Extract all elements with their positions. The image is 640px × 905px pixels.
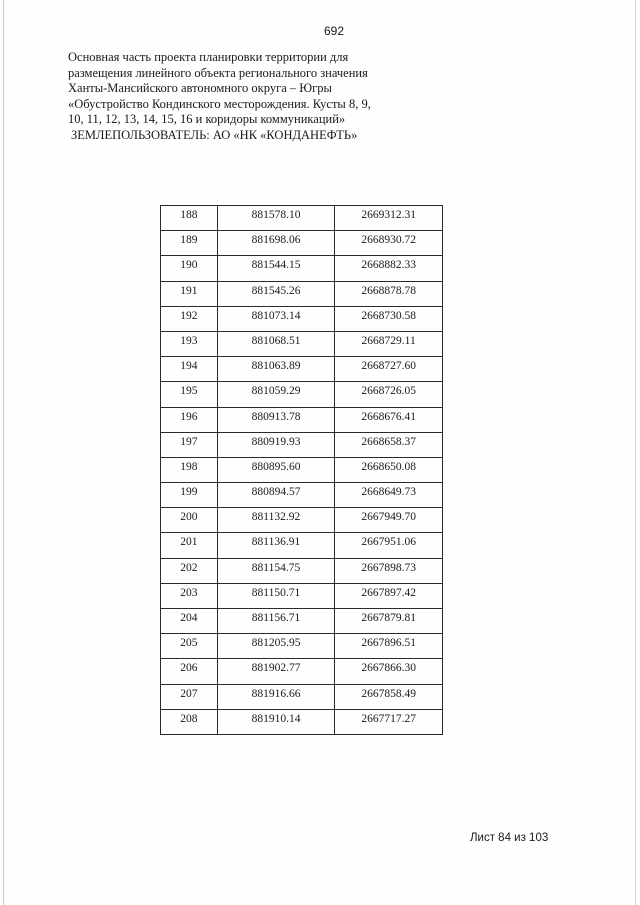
table-row	[161, 583, 443, 608]
point-number: 190	[161, 256, 218, 281]
coord-x: 880913.78	[217, 407, 335, 432]
coord-y: 2667897.42	[335, 583, 443, 608]
coord-y: 2668726.05	[335, 382, 443, 407]
land-user-line: ЗЕМЛЕПОЛЬЗОВАТЕЛЬ: АО «НК «КОНДАНЕФТЬ»	[71, 127, 358, 142]
coord-x: 881205.95	[217, 634, 335, 659]
table-row	[161, 684, 443, 709]
coord-x: 881545.26	[217, 281, 335, 306]
point-number: 205	[161, 634, 218, 659]
scan-edge-left	[3, 0, 4, 905]
point-number: 199	[161, 483, 218, 508]
coord-y: 2668882.33	[335, 256, 443, 281]
sheet-counter: Лист 84 из 103	[470, 832, 549, 844]
coord-y: 2667866.30	[335, 659, 443, 684]
coord-x: 881136.91	[217, 533, 335, 558]
table-row	[161, 558, 443, 583]
point-number: 206	[161, 659, 218, 684]
table-row	[161, 256, 443, 281]
coord-y: 2669312.31	[335, 206, 443, 231]
table-row	[161, 357, 443, 382]
point-number: 194	[161, 357, 218, 382]
table-row	[161, 709, 443, 734]
table-row	[161, 432, 443, 457]
coord-x: 881150.71	[217, 583, 335, 608]
table-row	[161, 231, 443, 256]
point-number: 197	[161, 432, 218, 457]
table-row	[161, 407, 443, 432]
coord-x: 881073.14	[217, 306, 335, 331]
point-number: 201	[161, 533, 218, 558]
coord-y: 2668650.08	[335, 457, 443, 482]
coord-y: 2667879.81	[335, 609, 443, 634]
coord-x: 881578.10	[217, 206, 335, 231]
point-number: 191	[161, 281, 218, 306]
table-row	[161, 206, 443, 231]
coord-y: 2668878.78	[335, 281, 443, 306]
coord-y: 2668729.11	[335, 331, 443, 356]
table-row	[161, 483, 443, 508]
coord-y: 2667858.49	[335, 684, 443, 709]
coord-x: 881068.51	[217, 331, 335, 356]
point-number: 193	[161, 331, 218, 356]
point-number: 203	[161, 583, 218, 608]
coord-x: 881132.92	[217, 508, 335, 533]
point-number: 207	[161, 684, 218, 709]
point-number: 188	[161, 206, 218, 231]
coord-y: 2668930.72	[335, 231, 443, 256]
point-number: 195	[161, 382, 218, 407]
coord-x: 880895.60	[217, 457, 335, 482]
table-row	[161, 331, 443, 356]
point-number: 196	[161, 407, 218, 432]
heading-line-3: Ханты-Мансийского автономного округа – Югры	[68, 81, 332, 95]
coord-y: 2667951.06	[335, 533, 443, 558]
coord-y: 2667896.51	[335, 634, 443, 659]
coord-x: 881544.15	[217, 256, 335, 281]
point-number: 192	[161, 306, 218, 331]
heading-line-2: размещения линейного объекта регионального значения	[68, 65, 368, 80]
coord-y: 2668676.41	[335, 407, 443, 432]
point-number: 198	[161, 457, 218, 482]
coord-x: 881902.77	[217, 659, 335, 684]
point-number: 200	[161, 508, 218, 533]
coordinates-table	[160, 205, 443, 735]
document-heading	[68, 50, 428, 143]
coord-x: 881916.66	[217, 684, 335, 709]
table-row	[161, 659, 443, 684]
point-number: 204	[161, 609, 218, 634]
table-row	[161, 508, 443, 533]
coord-x: 881063.89	[217, 357, 335, 382]
coord-x: 881698.06	[217, 231, 335, 256]
point-number: 202	[161, 558, 218, 583]
point-number: 189	[161, 231, 218, 256]
coord-y: 2667949.70	[335, 508, 443, 533]
heading-line-5: 10, 11, 12, 13, 14, 15, 16 и коридоры коммуникаций»	[68, 112, 346, 126]
coord-y: 2667717.27	[335, 709, 443, 734]
coord-x: 880919.93	[217, 432, 335, 457]
coord-x: 881059.29	[217, 382, 335, 407]
table-row	[161, 609, 443, 634]
coord-y: 2667898.73	[335, 558, 443, 583]
page-number: 692	[323, 24, 345, 38]
table-row	[161, 533, 443, 558]
coord-y: 2668727.60	[335, 357, 443, 382]
scan-edge-right	[635, 0, 636, 905]
point-number: 208	[161, 709, 218, 734]
coord-x: 881154.75	[217, 558, 335, 583]
table-row	[161, 281, 443, 306]
coord-y: 2668658.37	[335, 432, 443, 457]
heading-line-4: «Обустройство Кондинского месторождения. Кусты 8, 9,	[68, 96, 371, 111]
table-row	[161, 634, 443, 659]
table-row	[161, 306, 443, 331]
coord-x: 880894.57	[217, 483, 335, 508]
coord-x: 881910.14	[217, 709, 335, 734]
table-row	[161, 382, 443, 407]
heading-line-1: Основная часть проекта планировки территории для	[68, 50, 349, 64]
coord-x: 881156.71	[217, 609, 335, 634]
coord-y: 2668730.58	[335, 306, 443, 331]
coord-y: 2668649.73	[335, 483, 443, 508]
table-row	[161, 457, 443, 482]
